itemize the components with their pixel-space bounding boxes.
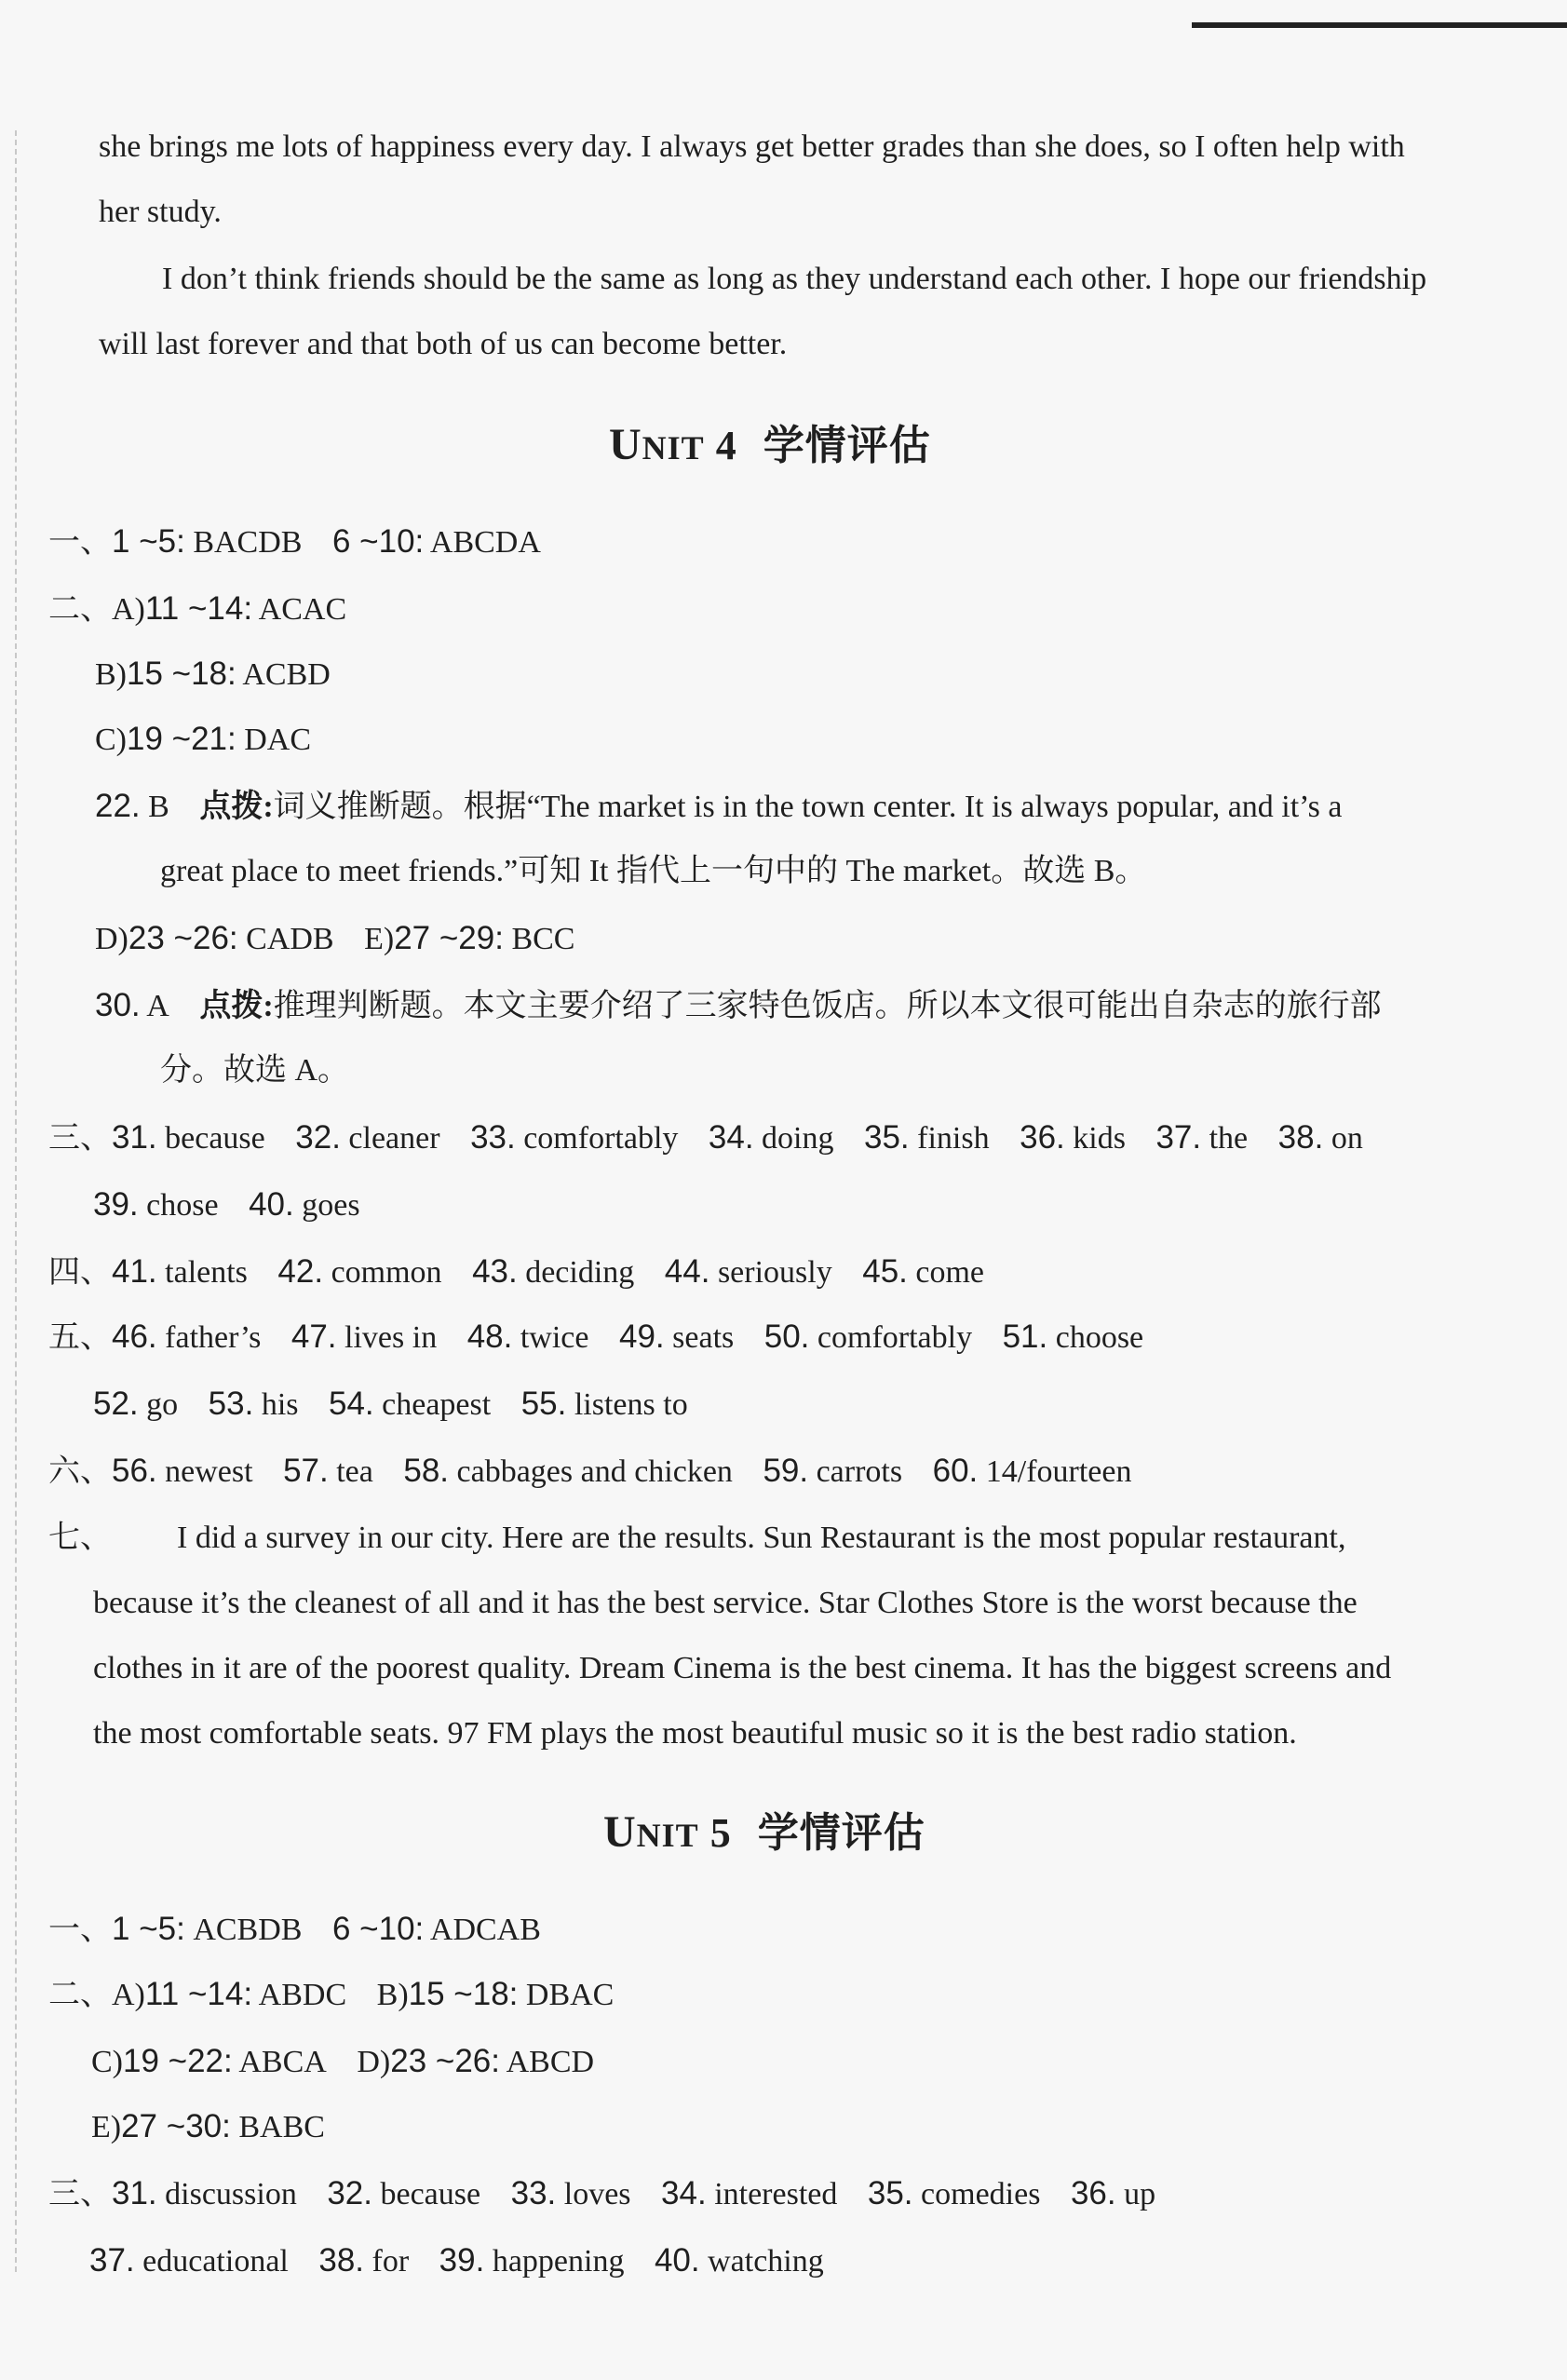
answer: talents (165, 1255, 248, 1290)
u5-section-2-e (91, 2106, 325, 2148)
question-number: 51. (1002, 1318, 1048, 1355)
answer: his (261, 1387, 299, 1422)
question-number: 45. (862, 1253, 908, 1290)
section-marker: 一、 (48, 1913, 112, 1947)
answer: choose (1055, 1320, 1144, 1355)
essay-text: I did a survey in our city. Here are the results. Sun Restaurant is the most popular restaurant, (177, 1521, 1346, 1555)
margin-dashed-line (15, 130, 17, 2272)
question-number: 53. (208, 1386, 254, 1422)
question-number: 31. (112, 1119, 157, 1156)
answer: cheapest (382, 1387, 492, 1422)
question-number: 40. (654, 2242, 700, 2279)
question-number: 49. (619, 1318, 665, 1355)
u5-section-3-line2 (89, 2240, 824, 2282)
part-label: E) (364, 922, 395, 956)
part-label: A) (112, 592, 145, 627)
answer: comfortably (817, 1320, 973, 1355)
answer: cabbages and chicken (456, 1454, 733, 1489)
answer: deciding (525, 1255, 635, 1290)
answer: loves (563, 2177, 631, 2211)
unit4-title-cn: 学情评估 (763, 422, 931, 469)
answer: ACAC (258, 592, 347, 627)
explanation: 推理判断题。本文主要介绍了三家特色饭店。所以本文很可能出自杂志的旅行部 (273, 989, 1382, 1023)
question-number: 38. (318, 2242, 365, 2279)
section-marker: 七、 (48, 1521, 112, 1555)
question-number: 46. (112, 1318, 157, 1355)
tip-label: 点拨: (199, 989, 274, 1023)
answer: BCC (511, 922, 575, 956)
unit5-title-u: U (603, 1807, 637, 1857)
answer: ABCD (506, 2045, 595, 2079)
range-label: 6 ~10: (331, 1911, 425, 1947)
question-number: 54. (329, 1386, 374, 1422)
question-number: 47. (290, 1318, 337, 1355)
unit4-title (609, 419, 931, 474)
range-label: 19 ~22: (123, 2043, 233, 2079)
u4-section-5-line1 (48, 1317, 1143, 1359)
unit5-title-cn: 学情评估 (757, 1809, 925, 1857)
range-label: 15 ~18: (127, 656, 236, 692)
answer: newest (165, 1454, 253, 1489)
answer: listens to (574, 1387, 688, 1422)
answer: seats (672, 1320, 735, 1355)
answer: go (146, 1387, 179, 1422)
u4-section-1 (48, 521, 541, 563)
answer: because (380, 2177, 481, 2211)
answer: doing (762, 1121, 834, 1156)
answer: DBAC (525, 1978, 615, 2012)
question-number: 41. (112, 1253, 157, 1290)
question-number: 40. (249, 1186, 294, 1223)
unit4-title-number: 4 (715, 423, 737, 468)
u5-section-2-cd (91, 2041, 594, 2083)
question-number: 42. (277, 1253, 324, 1290)
u4-q22-cont: great place to meet friends.”可知 It 指代上一句中的 The market。故选 B。 (160, 854, 1147, 888)
intro-line: she brings me lots of happiness every day. I always get better grades than she does, so I often help with (99, 129, 1405, 164)
question-number: 32. (295, 1119, 341, 1156)
unit4-title-u: U (609, 420, 642, 469)
answer: finish (917, 1121, 990, 1156)
u5-section-1 (48, 1909, 541, 1951)
part-label: B) (95, 657, 127, 692)
answer: because (165, 1121, 265, 1156)
range-label: 27 ~30: (121, 2108, 231, 2144)
question-number: 59. (763, 1453, 809, 1489)
section-marker: 三、 (48, 2177, 112, 2211)
answer: carrots (816, 1454, 903, 1489)
answer: ABDC (258, 1978, 347, 2012)
part-label: A) (112, 1978, 145, 2012)
section-marker: 四、 (48, 1255, 112, 1290)
range-label: 11 ~14: (144, 590, 253, 627)
answer: comedies (921, 2177, 1041, 2211)
question-number: 33. (470, 1119, 516, 1156)
u4-section-7-line3: clothes in it are of the poorest quality. Dream Cinema is the best cinema. It has the biggest screens and (93, 1651, 1392, 1685)
answer: come (915, 1255, 985, 1290)
answer: ABCDA (429, 525, 541, 560)
explanation: 词义推断题。根据“The market is in the town center. It is always popular, and it’s a (273, 790, 1343, 824)
answer: ACBD (242, 657, 331, 692)
question-number: 39. (93, 1186, 139, 1223)
answer: watching (708, 2244, 824, 2279)
answer: kids (1073, 1121, 1126, 1156)
question-number: 34. (661, 2175, 707, 2211)
u4-section-3-line1 (48, 1117, 1363, 1159)
question-number: 60. (932, 1453, 979, 1489)
u4-section-6 (48, 1451, 1131, 1493)
question-number: 31. (112, 2175, 157, 2211)
u4-section-3-line2 (93, 1184, 360, 1226)
u4-section-2-c (95, 719, 311, 761)
answer: ABCA (238, 2045, 327, 2079)
top-rule (1192, 22, 1567, 28)
section-marker: 二、 (48, 1978, 112, 2012)
intro-line: will last forever and that both of us can become better. (99, 327, 788, 361)
answer: 14/fourteen (985, 1454, 1132, 1489)
question-number: 37. (1155, 1119, 1202, 1156)
range-label: 6 ~10: (331, 523, 425, 560)
answer: happening (492, 2244, 625, 2279)
answer: twice (520, 1320, 589, 1355)
question-number: 48. (466, 1318, 513, 1355)
u4-q30 (95, 985, 1382, 1027)
part-label: C) (91, 2045, 123, 2079)
part-label: B) (376, 1978, 409, 2012)
question-number: 32. (327, 2175, 372, 2211)
answer: the (1209, 1121, 1249, 1156)
u4-section-5-line2 (93, 1384, 688, 1426)
range-label: 15 ~18: (408, 1976, 519, 2012)
answer: cleaner (348, 1121, 440, 1156)
section-marker: 六、 (48, 1454, 112, 1489)
question-number: 22. (95, 788, 141, 824)
question-number: 36. (1020, 1119, 1065, 1156)
answer: for (371, 2244, 410, 2279)
u4-section-7-line1 (48, 1518, 1345, 1559)
u4-section-2-b (95, 654, 331, 696)
question-number: 52. (93, 1386, 139, 1422)
answer: B (148, 790, 169, 824)
answer: BACDB (193, 525, 303, 560)
question-number: 58. (403, 1453, 450, 1489)
answer: up (1124, 2177, 1156, 2211)
answer: comfortably (523, 1121, 679, 1156)
question-number: 35. (864, 1119, 910, 1156)
answer: ADCAB (429, 1913, 541, 1947)
answer: ACBDB (193, 1913, 303, 1947)
u5-section-3-line1 (48, 2173, 1155, 2215)
question-number: 50. (763, 1318, 810, 1355)
answer: CADB (246, 922, 334, 956)
question-number: 55. (520, 1386, 567, 1422)
u4-section-2-de (95, 918, 575, 960)
range-label: 27 ~29: (394, 920, 504, 956)
range-label: 23 ~26: (390, 2043, 500, 2079)
unit5-title-nit: NIT (636, 1817, 699, 1854)
u4-section-7-line2: because it’s the cleanest of all and it has the best service. Star Clothes Store is the worst because the (93, 1586, 1358, 1620)
question-number: 34. (708, 1119, 754, 1156)
unit4-title-nit: NIT (642, 429, 705, 467)
section-marker: 五、 (48, 1320, 112, 1355)
range-label: 19 ~21: (127, 721, 236, 757)
question-number: 36. (1070, 2175, 1116, 2211)
answer: interested (714, 2177, 838, 2211)
answer: on (1331, 1121, 1363, 1156)
u4-section-4 (48, 1251, 984, 1293)
question-number: 56. (112, 1453, 157, 1489)
part-label: E) (91, 2110, 122, 2144)
answer: DAC (244, 723, 312, 757)
answer: seriously (717, 1255, 832, 1290)
part-label: D) (95, 922, 128, 956)
part-label: C) (95, 723, 127, 757)
question-number: 38. (1277, 1119, 1324, 1156)
tip-label: 点拨: (199, 790, 274, 824)
u5-section-2-ab (48, 1974, 614, 2016)
answer: father’s (165, 1320, 262, 1355)
question-number: 44. (664, 1253, 710, 1290)
answer: BABC (238, 2110, 325, 2144)
answer: tea (336, 1454, 373, 1489)
answer: discussion (165, 2177, 297, 2211)
u4-q22 (95, 786, 1342, 828)
question-number: 43. (472, 1253, 518, 1290)
question-number: 57. (283, 1453, 329, 1489)
question-number: 37. (89, 2242, 135, 2279)
unit5-title (603, 1806, 925, 1861)
answer: educational (142, 2244, 289, 2279)
part-label: D) (357, 2045, 391, 2079)
section-marker: 二、 (48, 592, 112, 627)
section-marker: 三、 (48, 1121, 112, 1156)
answer: goes (302, 1188, 360, 1223)
question-number: 39. (439, 2242, 485, 2279)
answer: lives in (344, 1320, 438, 1355)
question-number: 33. (510, 2175, 557, 2211)
question-number: 35. (867, 2175, 913, 2211)
u4-q30-cont: 分。故选 A。 (160, 1053, 350, 1088)
answer: common (331, 1255, 442, 1290)
u4-section-2-a (48, 588, 346, 630)
answer: chose (146, 1188, 219, 1223)
range-label: 1 ~5: (112, 1911, 185, 1947)
range-label: 23 ~26: (128, 920, 238, 956)
intro-line: her study. (99, 195, 222, 229)
u4-section-7-line4: the most comfortable seats. 97 FM plays the most beautiful music so it is the best radio station. (93, 1716, 1297, 1751)
range-label: 1 ~5: (112, 523, 185, 560)
answer: A (146, 989, 169, 1023)
section-marker: 一、 (48, 525, 112, 560)
unit5-title-number: 5 (709, 1810, 732, 1856)
question-number: 30. (95, 987, 141, 1023)
range-label: 11 ~14: (144, 1976, 253, 2012)
intro-line: I don’t think friends should be the same as long as they understand each other. I hope our friendship (162, 262, 1427, 296)
